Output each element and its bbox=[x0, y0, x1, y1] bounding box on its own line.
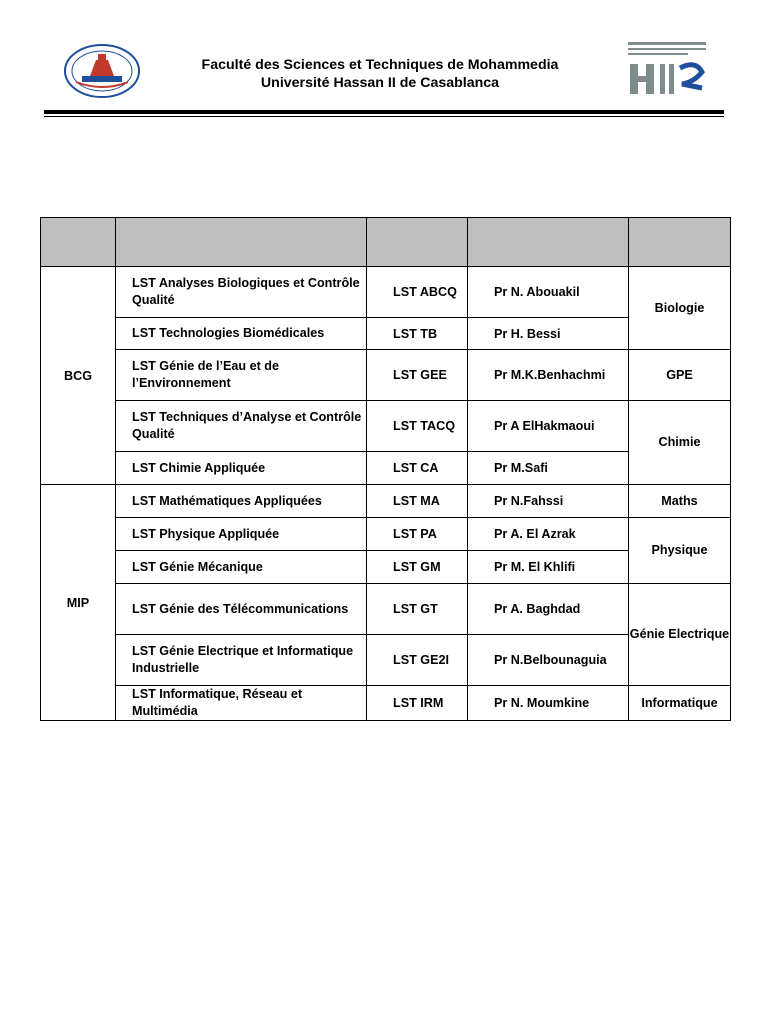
program-code: LST MA bbox=[367, 485, 468, 518]
fst-logo-icon bbox=[62, 42, 142, 100]
university-logo-icon bbox=[624, 40, 710, 102]
table-row bbox=[41, 350, 731, 401]
department-cell: GPE bbox=[629, 350, 731, 401]
lst-table bbox=[40, 217, 731, 721]
program-name: LST Informatique, Réseau et Multimédia bbox=[116, 686, 367, 721]
program-coordinator: Pr N. Moumkine bbox=[468, 686, 629, 721]
program-name: LST Technologies Biomédicales bbox=[116, 318, 367, 350]
program-name: LST Génie Electrique et Informatique Industrielle bbox=[116, 635, 367, 686]
program-coordinator: Pr A ElHakmaoui bbox=[468, 401, 629, 452]
program-name: LST Physique Appliquée bbox=[116, 518, 367, 551]
faculty-title bbox=[150, 56, 610, 92]
page-header bbox=[40, 38, 730, 108]
department-cell: Physique bbox=[629, 518, 731, 584]
table-row bbox=[41, 551, 731, 584]
program-coordinator: Pr A. Baghdad bbox=[468, 584, 629, 635]
program-code: LST PA bbox=[367, 518, 468, 551]
department-cell: Génie Electrique bbox=[629, 584, 731, 686]
program-code: LST IRM bbox=[367, 686, 468, 721]
table-row bbox=[41, 401, 731, 452]
program-name: LST Génie des Télécommunications bbox=[116, 584, 367, 635]
table-row bbox=[41, 635, 731, 686]
university-name: Université Hassan II de Casablanca bbox=[260, 75, 500, 91]
header-cell bbox=[629, 218, 731, 267]
program-code: LST ABCQ bbox=[367, 267, 468, 318]
program-code: LST GE2I bbox=[367, 635, 468, 686]
program-coordinator: Pr M.K.Benhachmi bbox=[468, 350, 629, 401]
domain-cell-mip: MIP bbox=[41, 485, 116, 721]
header-rule-thick bbox=[44, 110, 724, 114]
table-row bbox=[41, 584, 731, 635]
program-coordinator: Pr N.Fahssi bbox=[468, 485, 629, 518]
program-name: LST Analyses Biologiques et Contrôle Qualité bbox=[116, 267, 367, 318]
department-cell: Chimie bbox=[629, 401, 731, 485]
department-cell: Informatique bbox=[629, 686, 731, 721]
program-coordinator: Pr M.Safi bbox=[468, 452, 629, 485]
program-code: LST GEE bbox=[367, 350, 468, 401]
faculty-name: Faculté des Sciences et Techniques de Mohammedia bbox=[201, 57, 559, 73]
program-coordinator: Pr M. El Khlifi bbox=[468, 551, 629, 584]
program-code: LST GM bbox=[367, 551, 468, 584]
table-row bbox=[41, 318, 731, 350]
header-cell bbox=[367, 218, 468, 267]
header-cell bbox=[116, 218, 367, 267]
program-name: LST Génie Mécanique bbox=[116, 551, 367, 584]
program-coordinator: Pr A. El Azrak bbox=[468, 518, 629, 551]
header-cell bbox=[41, 218, 116, 267]
header-rule-thin bbox=[44, 116, 724, 117]
program-name: LST Mathématiques Appliquées bbox=[116, 485, 367, 518]
program-coordinator: Pr N. Abouakil bbox=[468, 267, 629, 318]
table-row bbox=[41, 452, 731, 485]
program-code: LST GT bbox=[367, 584, 468, 635]
program-coordinator: Pr H. Bessi bbox=[468, 318, 629, 350]
program-coordinator: Pr N.Belbounaguia bbox=[468, 635, 629, 686]
table-row bbox=[41, 267, 731, 318]
program-name: LST Génie de l’Eau et de l’Environnement bbox=[116, 350, 367, 401]
table-row bbox=[41, 485, 731, 518]
header-cell bbox=[468, 218, 629, 267]
table-row bbox=[41, 686, 731, 721]
department-cell: Maths bbox=[629, 485, 731, 518]
domain-cell-bcg: BCG bbox=[41, 267, 116, 485]
department-cell: Biologie bbox=[629, 267, 731, 350]
program-name: LST Techniques d’Analyse et Contrôle Qualité bbox=[116, 401, 367, 452]
program-code: LST TB bbox=[367, 318, 468, 350]
table-header-row bbox=[41, 218, 731, 267]
program-code: LST CA bbox=[367, 452, 468, 485]
program-name: LST Chimie Appliquée bbox=[116, 452, 367, 485]
program-code: LST TACQ bbox=[367, 401, 468, 452]
table-row bbox=[41, 518, 731, 551]
